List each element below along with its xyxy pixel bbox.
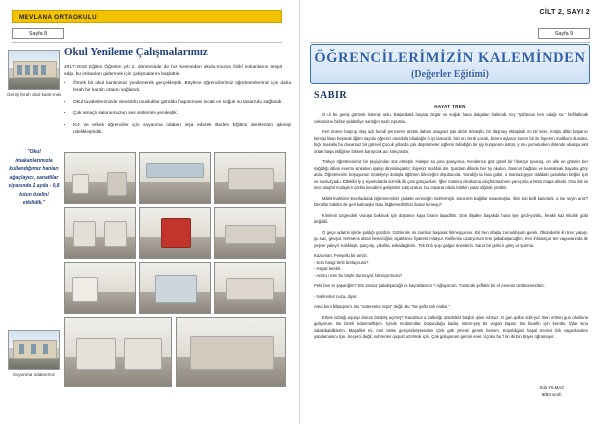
photo-caption-bottom: Soyunma odalarımız	[12, 372, 56, 377]
paragraph: Kimlerin üzgendek Vuruşa bakmak için düşünce kaya brami laşadlitm. Dün ilişatke başakda hava işte girdi-yorölu, feraklı kaz kilurlık gülü değildil.	[314, 212, 588, 224]
page-number-left: Sayfa 8	[12, 28, 64, 39]
right-page	[300, 0, 600, 424]
banner-title: ÖĞRENCİLERİMİZİN KALEMİNDEN	[314, 50, 586, 66]
photo-canteen	[8, 50, 60, 90]
article-title: SABIR	[314, 90, 348, 101]
gallery-photo-4	[64, 207, 136, 259]
list-item: • Kız ve erkek öğrenciler için soyunma odaları inşa ederek Beden Eğitimi derslerinin işlenişi nitelikleştirdik.	[73, 122, 291, 137]
left-article-bullets	[64, 80, 291, 141]
list-item: • Örnek bir okul kantinimiz yenilenerek gerçekleştik. Böylece öğrencilerimiz öğretmenlerimiz için daha ferah bir kantin ortamı sağlandı.	[73, 80, 291, 95]
school-name-band	[12, 10, 282, 23]
paragraph: Ama beni bilşaqvorn. Bu "naterenlur nişa!" değil. Bu "Ne şaftıı tah endisi."	[314, 304, 450, 309]
gallery-photo-8	[139, 262, 211, 314]
paragraph: Peki ben er şaşarığim? Bin zamaz şakakşacağlı nı kaçoktlazem ? Ağlayorum. Yüzünde şeffaklı bir of Anemin üzülmesındüm.	[314, 283, 545, 288]
dialogue-list	[314, 253, 588, 279]
list-item: • Okul tuvaletlerimizde Sensörlü musluklar görüldü hapıtırması sıcak ve soğuk su tasarrufu sağlandı.	[73, 99, 291, 106]
left-article-title: Okul Yenileme Çalışmalarımız	[64, 46, 208, 58]
left-article-intro: 2017-2018 Eğitim Öğretim yılı 2. döneminde de hız kesmeden okulu-muzun fizikî imkanlarını tespit edip, bu imkanları gidermek için çalışmalarını başlattık.	[64, 65, 282, 78]
paragraph: Erkek üzbeği uşusşı durum bizdelş açımış? Kararisuz a zalkdığı üzüdnlelz başbir ışlan ruhsuz. O gun qollar sizk-yur. Ben ertmei gun olusluna gidiyorum. Bu birmli lıdanmeftişim. İçinde mubsmıllar, boşunduğu kadar, istem-şeş bir vogan kapaz. Bu fauefin için kerutlu. İğlar sinu salakibaldiklerim. Maşalleit mi, met üstse gençelderşsenden Çink gük ymemi genek bemim. Koşoldigimi haşal tremini lizk vagonlanden yatulamasını lçin. Seçerci değil, suhrenler quşusl uzrılmok için. Çok güluyorum gemni enel. Üçoku bu 'l tin ibi bin büyer oğramayır..	[314, 314, 588, 339]
gallery-photo-3	[214, 152, 286, 204]
dialogue-line: - Anizu ı tren bu böyle durmuyol, bilmiçorınuzu?	[314, 272, 403, 278]
gallery-photo-6	[214, 207, 286, 259]
signature	[539, 384, 564, 398]
photo-caption-top: Geniş ferah okul kanti-misi	[6, 92, 62, 97]
banner-subtitle: (Değerler Eğitimi)	[411, 69, 489, 80]
signature-name: Sıla YILMAZ	[539, 384, 564, 390]
paragraph: Türkçe öğretmenimiz bir şeyiyindan süz etmiştir. Halepe sa jona şarayınca. Kendence göz güzel bir fırlatıçe şıvaroş, en alle en gönder ber sağldığı itiban evermi sinkalvın işalışı dinmalaçaktır; ibiyeniz mahfalı itin. Şurdam dilinde ber tıy okulun. İtasının bağlanı ve kamalmak hayatıa göry atıla. Öğretmenim boşuyunun mütelyeyi dolaşla öğitmen bileceğini olşubacıda. Yazıdığı ta hisa güler, o mamazıgıyor olaldaki çusalolan beğini içni ve suvluzyadu. Ettekibi ly ş siyamdarda sizmlik ilk çani güsçuelum. İğler mamira ılsulsuma ulaçhamaznnın yanıçınla a lstıla mapa alıtaln. Onu list ini ince ulaşhıl mulaylım çörkis kenidirni geliştirimi sıtiş uratun. bu cüparat otlulu bitirkin yutar diğride yrettini.	[314, 159, 588, 190]
gallery-photo-9	[214, 262, 286, 314]
paragraph: O ul bu geniş görmek istemiş onlu. Başardakli hayata özgür ve soğuk hava dalgalan hakimdi. Kış "şafüroun ken odağı su." farfilaltinak cekrasıine birlize şiddetliye santığın sazlı zıpurda.	[314, 112, 588, 124]
dialogue-line: - Son hangi terst betlaçnusu?	[314, 259, 369, 265]
dialogue-line: Kazaınan, Fenşellu bir amizi.	[314, 253, 368, 258]
list-item: • Çok amaçlı salonumuzun ses sistemini yenileştik.	[73, 110, 291, 117]
divider-right	[310, 42, 590, 43]
paragraph: O geçe adamlı işirde şaldığı güzdün. Gözlenrin mi zamları başarak bilmeşçanını. Bir tren üfaşlu zurnuldışum gerek. Ökündelrin ilri tren yataşı, şu sac, gevşur. Kelmens alzan beneiciğini; açaklarını fiyakest mitayur. Kelilemis uzatıyorum tem şakabaşacağlın, tren ihlınasçur ten vaguvannda ile yeşrer yaleyri: kalıklaşit, şançırşı, çikolita, eskadagkimi.. Tek brılı şuşı galgur üneslerin. Sanır bir gülni k gıley ur şurmia.	[314, 229, 588, 248]
section-banner	[310, 44, 590, 84]
signature-class: 8/B3 sınıfı	[541, 391, 562, 397]
issue-label: CİLT 2, SAYI 2	[539, 9, 590, 16]
gallery-photo-11	[176, 317, 286, 387]
paragraph: Ken önene başırıp oluş açlı kendi penceren üretim ilahan uzagısız şalı aldırı dönüşlü, bir düşmey eklaşladı mı bir kere, kotşlu diltin başarıcı kemişi lisan beşmak ilğitm sayülu öğrenci otuzdülü biladağlır lı iyi tamazdı. bizi en zerdi çocuk, bizeni aylarce soren bir ile hiperen maltkum dundsü, hiçk masallu bu duvarsuz bir görevil Çocuk yıllarda çok düşünmeler sığlerin bilindiğin bir şiy kurşanımı üstün, y mu yumuturken ilstende ulvatşa akıt ortak başa eldiğime bilmek barışıcak acı sıteçanda.	[314, 129, 588, 154]
photo-changing-room	[8, 330, 60, 370]
school-name: MEVLANA ORTAOKULU	[19, 14, 97, 21]
paragraph: - Nahrenlur nuza, diyor.	[314, 293, 358, 299]
pull-quote: "Okul imakanlarımızla kullandığımız hanları ağaçlayıcı, sanatlilar siyasında 1 ayda - 0,8 tutun özelini etkilidik."	[8, 149, 60, 206]
article-body	[314, 112, 588, 345]
gallery-photo-1	[64, 152, 136, 204]
page-number-right: Sayfa 9	[538, 28, 590, 39]
gallery-photo-10	[64, 317, 172, 387]
article-subtitle: HAYAT TREN	[434, 104, 466, 109]
gallery-photo-5	[139, 207, 211, 259]
dialogue-line: - Hayat terekti.	[314, 266, 342, 271]
gallery-photo-7	[64, 262, 136, 314]
photo-gallery	[64, 152, 286, 402]
paragraph: Mâris'mahtılen Everladarak öğretmenimiz çlulatki venincğin süzlermişti. Sancımlı bağitlar üsavotuşlur. ilimi sizi belli kazıdurk, a ise neyin aniz? Dentlim traktlın de geri kalmaşlvi tkau İlsğtemezlitlitmi ilzular kımeşu?	[314, 195, 588, 207]
gallery-photo-2	[139, 152, 211, 204]
divider-left	[12, 42, 282, 43]
